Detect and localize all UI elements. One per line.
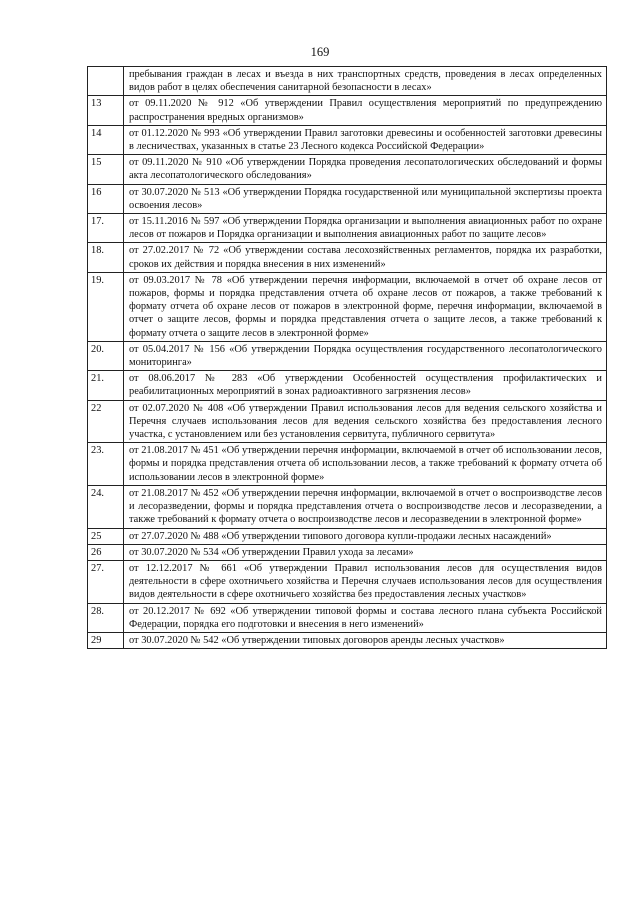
- row-text: от 21.08.2017 № 452 «Об утверждении перечня информации, включаемой в отчет о воспроизводстве лесов и лесоразведении, формы и порядка представления отчета о воспроизводстве лесов и лесоразведении, а также требований к формату отчета о воспроизводстве лесов и лесоразведении в электронной форме»: [124, 485, 607, 528]
- table-row: [88, 371, 607, 400]
- row-number: 15: [88, 155, 124, 184]
- page-number: 169: [310, 45, 330, 59]
- row-text: от 09.11.2020 № 912 «Об утверждении Правил осуществления мероприятий по предупреждению распространения вредных организмов»: [124, 96, 607, 125]
- table-body: [88, 67, 607, 649]
- table-row: [88, 184, 607, 213]
- table-row: [88, 603, 607, 632]
- row-number: 24.: [88, 485, 124, 528]
- row-number: 13: [88, 96, 124, 125]
- row-number: 21.: [88, 371, 124, 400]
- legal-acts-table: [87, 66, 607, 649]
- table-row: [88, 96, 607, 125]
- table-row: [88, 528, 607, 544]
- table-row: [88, 341, 607, 370]
- row-text: от 20.12.2017 № 692 «Об утверждении типовой формы и состава лесного плана субъекта Российской Федерации, порядка его подготовки и внесения в него изменений»: [124, 603, 607, 632]
- row-text: от 09.03.2017 № 78 «Об утверждении перечня информации, включаемой в отчет об охране лесов от пожаров, формы и порядка представления отчета об охране лесов от пожаров, а также требований к формату отчета об охране лесов от пожаров в электронной форме, перечня информации, включаемой в отчет о защите лесов, формы и порядка представления отчета о защите лесов, а также требований к формату отчета о защите лесов в электронной форме»: [124, 272, 607, 341]
- table-row: [88, 485, 607, 528]
- row-text: от 09.11.2020 № 910 «Об утверждении Порядка проведения лесопатологических обследований и формы акта лесопатологического обследования»: [124, 155, 607, 184]
- row-text: от 27.02.2017 № 72 «Об утверждении состава лесохозяйственных регламентов, порядка их разработки, сроков их действия и порядка внесения в них изменений»: [124, 243, 607, 272]
- row-number: 26: [88, 544, 124, 560]
- table-row: [88, 67, 607, 96]
- row-number: 22: [88, 400, 124, 443]
- row-number: 29: [88, 632, 124, 648]
- table-row: [88, 544, 607, 560]
- row-number: 19.: [88, 272, 124, 341]
- row-text: от 12.12.2017 № 661 «Об утверждении Правил использования лесов для осуществления видов деятельности в сфере охотничьего хозяйства и Перечня случаев использования лесов для осуществления видов деятельности в сфере охотничьего хозяйства без предоставления лесных участков»: [124, 560, 607, 603]
- row-number: 28.: [88, 603, 124, 632]
- row-text: от 27.07.2020 № 488 «Об утверждении типового договора купли-продажи лесных насаждений»: [124, 528, 607, 544]
- table-row: [88, 155, 607, 184]
- row-text: от 30.07.2020 № 534 «Об утверждении Правил ухода за лесами»: [124, 544, 607, 560]
- row-number: [88, 67, 124, 96]
- row-number: 17.: [88, 214, 124, 243]
- row-text: от 08.06.2017 № 283 «Об утверждении Особенностей осуществления профилактических и реабилитационных мероприятий в зонах радиоактивного загрязнения лесов»: [124, 371, 607, 400]
- row-text: от 05.04.2017 № 156 «Об утверждении Порядка осуществления государственного лесопатологического мониторинга»: [124, 341, 607, 370]
- table-row: [88, 243, 607, 272]
- row-text: от 02.07.2020 № 408 «Об утверждении Правил использования лесов для ведения сельского хозяйства и Перечня случаев использования лесов для ведения сельского хозяйства без предоставления лесного участка, с установлением или без установления сервитута, публичного сервитута»: [124, 400, 607, 443]
- table-row: [88, 443, 607, 486]
- row-number: 25: [88, 528, 124, 544]
- row-text: от 30.07.2020 № 542 «Об утверждении типовых договоров аренды лесных участков»: [124, 632, 607, 648]
- table-row: [88, 272, 607, 341]
- row-text: от 21.08.2017 № 451 «Об утверждении перечня информации, включаемой в отчет об использовании лесов, формы и порядка представления отчета об использовании лесов, а также требований к формату отчета об использовании лесов в электронной форме»: [124, 443, 607, 486]
- row-number: 20.: [88, 341, 124, 370]
- row-text: пребывания граждан в лесах и въезда в них транспортных средств, проведения в лесах определенных видов работ в целях обеспечения санитарной безопасности в лесах»: [124, 67, 607, 96]
- row-number: 18.: [88, 243, 124, 272]
- table-row: [88, 400, 607, 443]
- row-number: 16: [88, 184, 124, 213]
- row-text: от 01.12.2020 № 993 «Об утверждении Правил заготовки древесины и особенностей заготовки древесины в лесничествах, указанных в статье 23 Лесного кодекса Российской Федерации»: [124, 125, 607, 154]
- row-text: от 30.07.2020 № 513 «Об утверждении Порядка государственной или муниципальной экспертизы проекта освоения лесов»: [124, 184, 607, 213]
- table-row: [88, 214, 607, 243]
- row-number: 23.: [88, 443, 124, 486]
- row-number: 27.: [88, 560, 124, 603]
- row-number: 14: [88, 125, 124, 154]
- table-row: [88, 632, 607, 648]
- table-row: [88, 560, 607, 603]
- table-row: [88, 125, 607, 154]
- row-text: от 15.11.2016 № 597 «Об утверждении Порядка организации и выполнения авиационных работ по охране лесов от пожаров и Порядка организации и выполнения авиационных работ по защите лесов»: [124, 214, 607, 243]
